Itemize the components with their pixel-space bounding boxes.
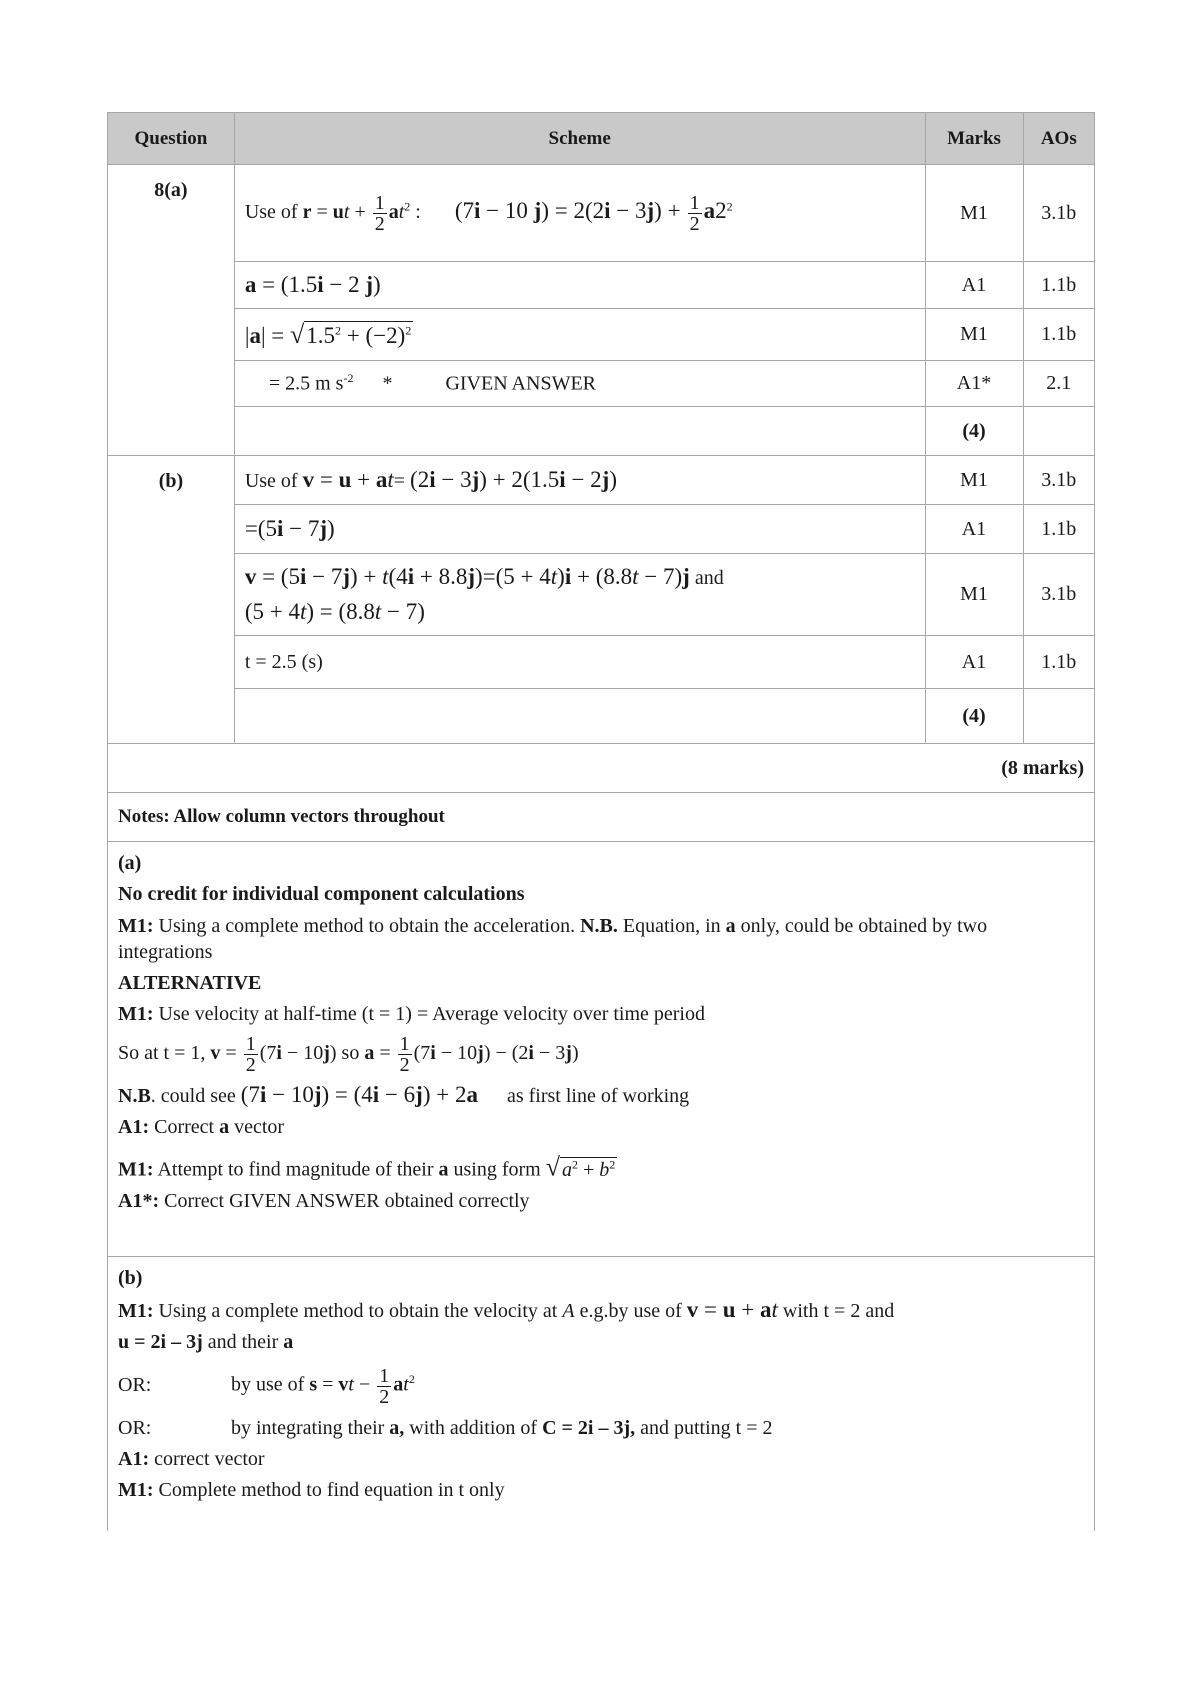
- scheme-a1: Use of r = ut + $\frac{1}{2}$ $at^2$ : (7i − 10 j) = 2(2i − 3j) + $\frac{1}{2}$ $a2^2$: [234, 165, 925, 262]
- mark-a1: M1: [925, 165, 1023, 262]
- scheme-b-blank: [234, 689, 925, 744]
- header-aos: AOs: [1023, 113, 1094, 165]
- ao-b1: 3.1b: [1023, 456, 1094, 505]
- mark-b4: A1: [925, 636, 1023, 689]
- total-marks: (8 marks): [108, 744, 1095, 793]
- scheme-a2: a = (1.5i − 2 j): [234, 262, 925, 309]
- mark-b3: M1: [925, 554, 1023, 636]
- part-a-row-2: [108, 262, 1095, 309]
- notes-b: (b) M1: Using a complete method to obtain the velocity at A e.g.by use of v = u + at with t = 2 and u = 2i – 3j and their a OR: by use of s = vt − $\frac{1}{2}$ $at^2$ OR: by integrating their a, with addition of C = 2i – 3j, and putting t = 2 A1: correct vector M1: Complete method to find equation in t only: [108, 1257, 1095, 1532]
- scheme-b1: Use of v = u + at= (2i − 3j) + 2(1.5i − 2j): [234, 456, 925, 505]
- ao-a2: 1.1b: [1023, 262, 1094, 309]
- part-b-row-1: [108, 456, 1095, 505]
- mark-a3: M1: [925, 309, 1023, 361]
- ao-b3: 3.1b: [1023, 554, 1094, 636]
- ao-a1: 3.1b: [1023, 165, 1094, 262]
- question-label-b: (b): [108, 456, 235, 744]
- ao-b2: 1.1b: [1023, 505, 1094, 554]
- scheme-a-blank: [234, 407, 925, 456]
- mark-scheme-table: [107, 112, 1095, 1531]
- ao-a3: 1.1b: [1023, 309, 1094, 361]
- subtotal-a: (4): [925, 407, 1023, 456]
- given-answer-label: GIVEN ANSWER: [445, 372, 596, 395]
- mark-b1: M1: [925, 456, 1023, 505]
- mark-a2: A1: [925, 262, 1023, 309]
- part-b-row-2: [108, 505, 1095, 554]
- scheme-b2: =(5i − 7j): [234, 505, 925, 554]
- subtotal-b: (4): [925, 689, 1023, 744]
- notes-a-row: [108, 842, 1095, 1257]
- header-question: Question: [108, 113, 235, 165]
- notes-heading-row: [108, 793, 1095, 842]
- notes-heading: Notes: Allow column vectors throughout: [108, 793, 1095, 842]
- scheme-a4: = 2.5 m $s^{-2}$ * GIVEN ANSWER: [234, 361, 925, 407]
- mark-a4: A1*: [925, 361, 1023, 407]
- header-row: [108, 113, 1095, 165]
- question-label-8a: 8(a): [108, 165, 235, 456]
- notes-a: (a) No credit for individual component calculations M1: Using a complete method to obtain the acceleration. N.B. Equation, in a only, could be obtained by two integrations ALTERNATIVE M1: Use velocity at half-time (t = 1) = Average velocity over time period So at t = 1, v = $\frac{1}{2}$ (7i − 10j) so a = $\frac{1}{2}$ (7i − 10j) − (2i − 3j) N.B. could see (7i − 10j) = (4i − 6j) + 2a as first line of working A1: Correct a vector M1: Attempt to find magnitude of their a using form √ $a^2 + b^2$ A1*: Correct GIVEN ANSWER obtained correctly: [108, 842, 1095, 1257]
- part-a-row-3: [108, 309, 1095, 361]
- part-b-row-3: [108, 554, 1095, 636]
- part-a-subtotal-row: [108, 407, 1095, 456]
- mark-b2: A1: [925, 505, 1023, 554]
- scheme-b4: t = 2.5 (s): [234, 636, 925, 689]
- header-marks: Marks: [925, 113, 1023, 165]
- ao-a-blank: [1023, 407, 1094, 456]
- ao-b4: 1.1b: [1023, 636, 1094, 689]
- part-b-subtotal-row: [108, 689, 1095, 744]
- total-row: [108, 744, 1095, 793]
- notes-b-row: [108, 1257, 1095, 1532]
- part-b-row-4: [108, 636, 1095, 689]
- fraction-half: $\frac{1}{2}$: [374, 191, 385, 235]
- ao-a4: 2.1: [1023, 361, 1094, 407]
- scheme-a3: $|a| = √1.5^2 + (-2)^2$: [234, 309, 925, 361]
- header-scheme: Scheme: [234, 113, 925, 165]
- part-a-row-4: [108, 361, 1095, 407]
- scheme-b3: v = (5i − 7j) + t(4i + 8.8j)=(5 + 4t)i + (8.8t − 7)j and (5 + 4t) = (8.8t − 7): [234, 554, 925, 636]
- ao-b-blank: [1023, 689, 1094, 744]
- use-of-label: Use of: [244, 200, 298, 223]
- part-a-row-1: [108, 165, 1095, 262]
